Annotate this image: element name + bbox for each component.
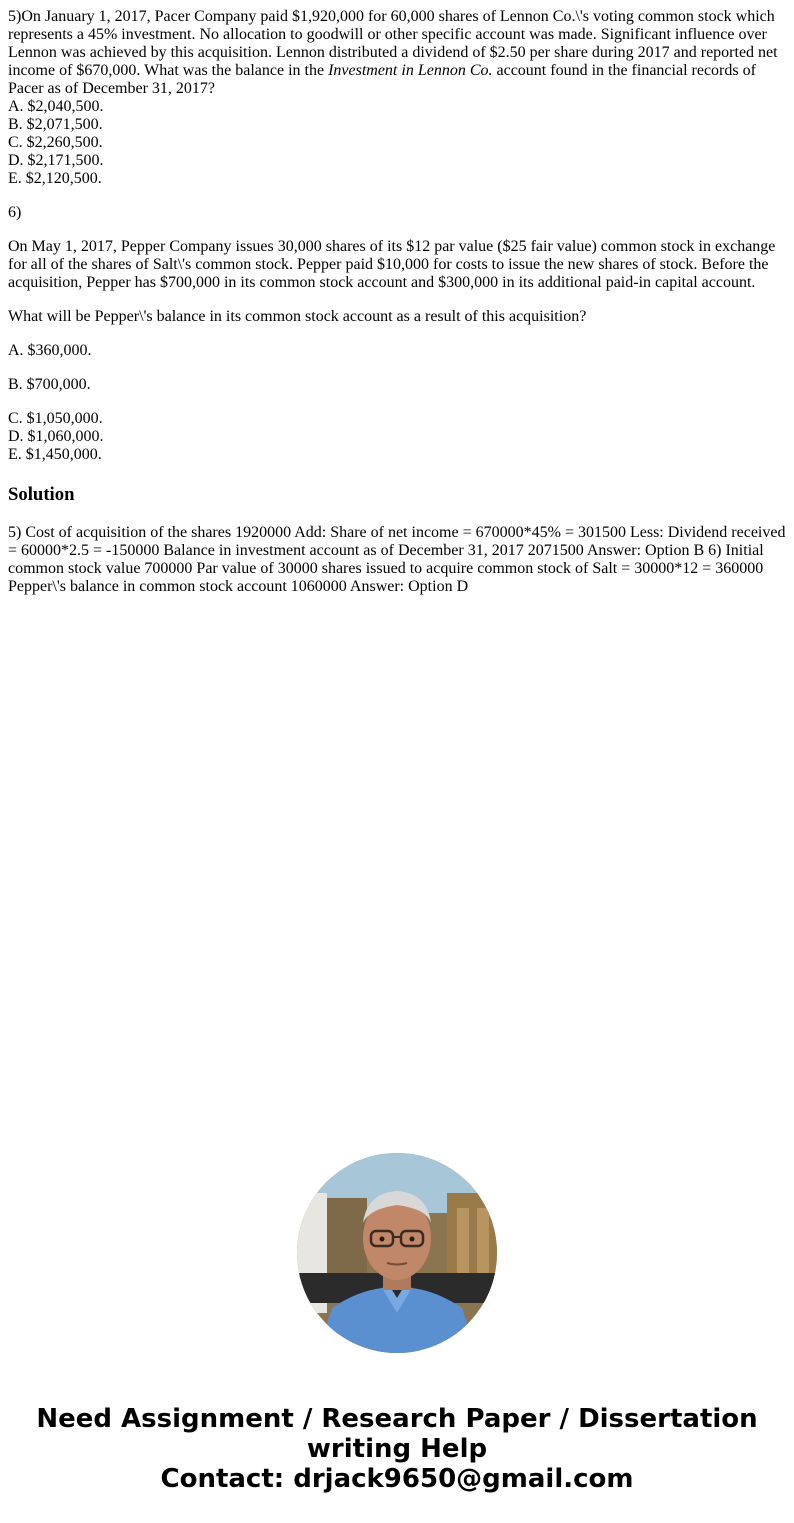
question-5-text-end: account found in the financial records of Pacer as of December 31, 2017? — [8, 62, 756, 97]
question-5-option-a: A. $2,040,500. — [8, 98, 104, 115]
question-5-account-name: Investment in Lennon Co. — [328, 62, 493, 79]
footer-line-1: Need Assignment / Research Paper / Dissertation — [36, 1404, 758, 1434]
question-6-question: What will be Pepper\'s balance in its common stock account as a result of this acquisition? — [8, 308, 587, 325]
contact-footer — [0, 1404, 794, 1494]
solution-text: 5) Cost of acquisition of the shares 1920000 Add: Share of net income = 670000*45% = 301500 Less: Dividend received = 60000*2.5 = -150000 Balance in investment account as of December 31, 2017 2071500 Answer: Option B 6) Initial common stock value 700000 Par value of 30000 shares issued to acquire common stock of Salt = 30000*12 = 360000 Pepper\'s balance in common stock account 1060000 Answer: Option D — [8, 524, 786, 595]
question-5-option-c: C. $2,260,500. — [8, 134, 103, 151]
question-6-option-a: A. $360,000. — [8, 342, 92, 359]
question-6-option-e: E. $1,450,000. — [8, 446, 102, 463]
question-5-option-b: B. $2,071,500. — [8, 116, 103, 133]
question-5-option-d: D. $2,171,500. — [8, 152, 104, 169]
tutor-photo — [297, 1153, 497, 1353]
question-5-text-start: 5)On January 1, 2017, Pacer Company paid $1,920,000 for 60,000 shares of Lennon Co.\'s voting common stock which represents a 45% investment. No allocation to goodwill or other specific account was made. Significant influence over Lennon was achieved by this acquisition. Lennon distributed a dividend of $2.50 per share during 2017 and reported net income of $670,000. What was the balance in the — [8, 8, 778, 79]
footer-contact-line: Contact: drjack9650@gmail.com — [160, 1464, 634, 1494]
question-5 — [8, 8, 788, 188]
question-6-option-d: D. $1,060,000. — [8, 428, 104, 445]
tutor-avatar — [297, 1153, 497, 1353]
solution-heading: Solution — [8, 484, 75, 505]
question-6-body: On May 1, 2017, Pepper Company issues 30,000 shares of its $12 par value ($25 fair value) common stock in exchange for all of the shares of Salt\'s common stock. Pepper paid $10,000 for costs to issue the new shares of stock. Before the acquisition, Pepper has $700,000 in its common stock account and $300,000 in its additional paid-in capital account. — [8, 238, 776, 291]
question-5-option-e: E. $2,120,500. — [8, 170, 102, 187]
footer-line-2: writing Help — [306, 1434, 488, 1464]
question-6-options-rest — [8, 410, 788, 464]
question-6-number: 6) — [8, 204, 22, 221]
question-6-option-b: B. $700,000. — [8, 376, 91, 393]
document-content — [8, 8, 788, 596]
question-6-option-c: C. $1,050,000. — [8, 410, 103, 427]
